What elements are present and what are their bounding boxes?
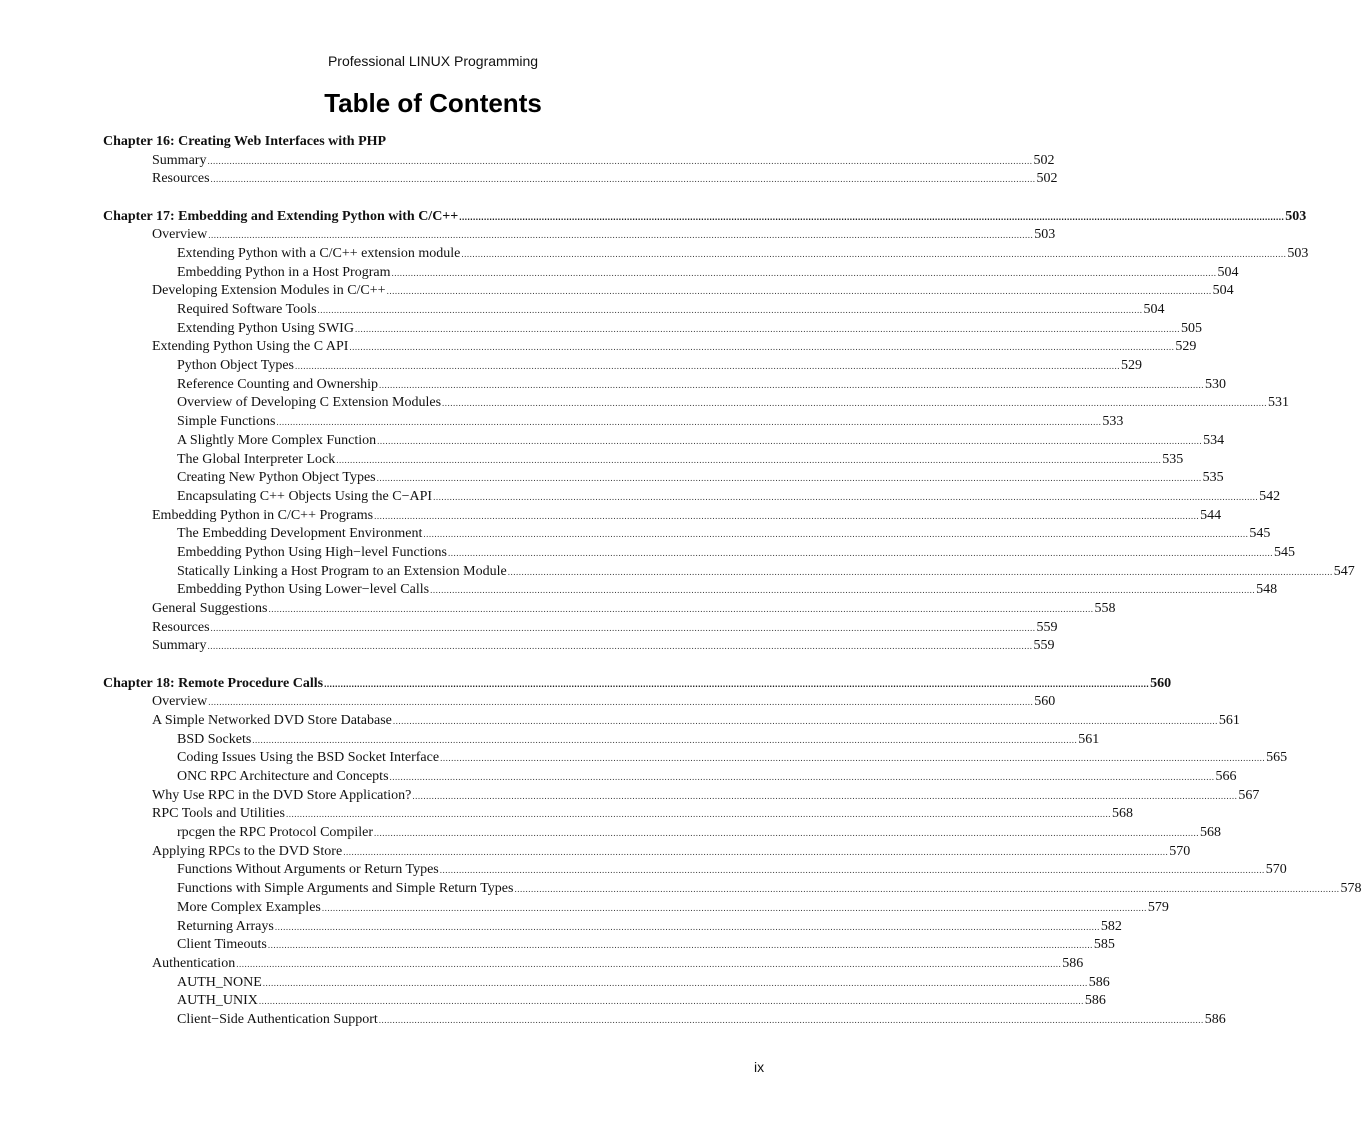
dot-leader: ............................................................................................................................................................................................................................................................................................................: [324, 678, 1150, 689]
toc-entry-label: General Suggestions: [152, 601, 268, 616]
toc-entry[interactable]: [103, 861, 1287, 880]
toc-entry[interactable]: [103, 936, 1115, 955]
toc-entry[interactable]: [103, 451, 1184, 470]
toc-entry-label: RPC Tools and Utilities: [152, 806, 285, 822]
toc-entry[interactable]: [103, 226, 1056, 245]
toc-entry-label: Required Software Tools: [177, 302, 317, 317]
toc-chapter-title: Chapter 18: Remote Procedure Calls: [103, 675, 324, 691]
toc-chapter-heading[interactable]: [103, 133, 763, 152]
toc-entry-label: Embedding Python in C/C++ Programs: [152, 507, 374, 523]
toc-entry-label: Returning Arrays: [177, 918, 274, 934]
toc-entry[interactable]: [103, 619, 1058, 638]
dot-leader: ............................................................................................................................................................................................................................................................................................................: [439, 865, 1265, 876]
toc-entry-label: Embedding Python Using Lower−level Calls: [177, 582, 430, 598]
page-title: Table of Contents: [324, 88, 542, 118]
toc-entry[interactable]: [103, 376, 1226, 395]
toc-page-number: 559: [1036, 619, 1058, 635]
toc-entry[interactable]: [103, 805, 1133, 824]
dot-leader: ............................................................................................................................................................................................................................................................................................................: [321, 902, 1147, 913]
toc-entry[interactable]: [103, 880, 1361, 899]
toc-entry[interactable]: [103, 507, 1222, 526]
toc-entry[interactable]: [103, 992, 1106, 1011]
toc-entry[interactable]: [103, 899, 1169, 918]
toc-entry[interactable]: [103, 768, 1237, 787]
toc-page-number: 503: [1285, 208, 1307, 224]
toc-page-number: 503: [1034, 227, 1056, 243]
table-of-contents: [103, 133, 1361, 1030]
toc-entry[interactable]: [103, 413, 1124, 432]
toc-entry[interactable]: [103, 170, 1058, 189]
toc-page-number: 560: [1150, 675, 1172, 691]
toc-page-number: 505: [1180, 320, 1202, 336]
toc-entry[interactable]: [103, 432, 1225, 451]
toc-entry[interactable]: [103, 693, 1056, 712]
toc-entry-label: More Complex Examples: [177, 899, 321, 915]
toc-page-number: 578: [1340, 881, 1361, 897]
toc-entry-label: AUTH_NONE: [177, 974, 262, 990]
dot-leader: ............................................................................................................................................................................................................................................................................................................: [507, 566, 1333, 577]
toc-entry-label: Developing Extension Modules in C/C++: [152, 283, 386, 299]
toc-page-number: 586: [1088, 974, 1110, 990]
toc-chapter-title: Chapter 17: Embedding and Extending Python with C/C++: [103, 208, 459, 224]
toc-entry[interactable]: [103, 843, 1191, 862]
toc-page-number: 586: [1204, 1011, 1226, 1027]
toc-entry[interactable]: [103, 787, 1260, 806]
toc-entry[interactable]: [103, 955, 1084, 974]
toc-chapter-heading[interactable]: [103, 208, 1307, 227]
toc-page-number: 566: [1215, 769, 1237, 784]
toc-entry-label: A Slightly More Complex Function: [177, 432, 377, 448]
dot-leader: ............................................................................................................................................................................................................................................................................................................: [514, 884, 1340, 895]
dot-leader: ............................................................................................................................................................................................................................................................................................................: [317, 305, 1143, 315]
toc-entry[interactable]: [103, 338, 1197, 357]
toc-entry-label: Overview: [152, 694, 208, 710]
toc-chapter: [103, 675, 1361, 1030]
dot-leader: ............................................................................................................................................................................................................................................................................................................: [207, 155, 1033, 166]
toc-entry[interactable]: [103, 637, 1055, 656]
toc-entry[interactable]: [103, 394, 1290, 413]
toc-entry-label: Functions Without Arguments or Return Types: [177, 862, 439, 878]
toc-entry-label: Summary: [152, 638, 207, 654]
toc-page-number: 531: [1268, 395, 1290, 411]
toc-entry-label: rpcgen the RPC Protocol Compiler: [177, 825, 373, 841]
toc-entry-label: AUTH_UNIX: [177, 993, 258, 1009]
toc-entry-label: Functions with Simple Arguments and Simple Return Types: [177, 881, 514, 897]
toc-page-number: 561: [1218, 712, 1240, 728]
dot-leader: ............................................................................................................................................................................................................................................................................................................: [433, 491, 1259, 502]
dot-leader: ............................................................................................................................................................................................................................................................................................................: [262, 977, 1088, 988]
toc-page-number: 579: [1147, 899, 1169, 915]
toc-entry-label: ONC RPC Architecture and Concepts: [177, 769, 389, 784]
toc-entry-label: Client−Side Authentication Support: [177, 1011, 378, 1027]
toc-page-number: 535: [1202, 470, 1224, 486]
toc-entry-label: Creating New Python Object Types: [177, 470, 376, 486]
toc-entry[interactable]: [103, 245, 1309, 264]
toc-chapter: [103, 208, 1355, 657]
dot-leader: ............................................................................................................................................................................................................................................................................................................: [377, 435, 1203, 446]
toc-page-number: 560: [1034, 694, 1056, 710]
toc-page-number: 503: [1287, 245, 1309, 261]
toc-page-number: 504: [1217, 264, 1239, 280]
toc-entry[interactable]: [103, 525, 1271, 544]
toc-entry[interactable]: [103, 152, 1055, 171]
toc-page-number: 586: [1084, 993, 1106, 1009]
toc-entry[interactable]: [103, 488, 1281, 507]
toc-entry-label: Extending Python Using SWIG: [177, 320, 354, 336]
toc-page-number: 502: [1033, 152, 1055, 168]
toc-entry-label: Extending Python with a C/C++ extension module: [177, 245, 461, 261]
dot-leader: ............................................................................................................................................................................................................................................................................................................: [391, 267, 1217, 278]
toc-page-number: 570: [1169, 843, 1191, 859]
toc-entry[interactable]: [103, 544, 1295, 563]
dot-leader: ............................................................................................................................................................................................................................................................................................................: [373, 828, 1199, 839]
toc-entry-label: Overview: [152, 227, 208, 243]
toc-entry[interactable]: [103, 469, 1224, 488]
dot-leader: ............................................................................................................................................................................................................................................................................................................: [423, 529, 1249, 540]
toc-chapter-title: Chapter 16: Creating Web Interfaces with PHP: [103, 134, 387, 149]
toc-chapter-heading[interactable]: [103, 675, 1172, 694]
toc-entry-label: Applying RPCs to the DVD Store: [152, 843, 343, 859]
toc-page-number: 545: [1249, 526, 1271, 542]
toc-page-number: 559: [1033, 638, 1055, 654]
dot-leader: ............................................................................................................................................................................................................................................................................................................: [386, 286, 1212, 297]
toc-entry-label: Encapsulating C++ Objects Using the C−API: [177, 488, 433, 504]
dot-leader: ............................................................................................................................................................................................................................................................................................................: [459, 211, 1285, 222]
toc-entry-label: The Embedding Development Environment: [177, 526, 423, 542]
toc-entry-label: Simple Functions: [177, 414, 276, 430]
toc-page-number: 529: [1175, 339, 1197, 355]
dot-leader: ............................................................................................................................................................................................................................................................................................................: [268, 604, 1094, 614]
toc-entry-label: Extending Python Using the C API: [152, 339, 349, 355]
toc-entry-label: Resources: [152, 619, 210, 635]
toc-page-number: 561: [1078, 731, 1100, 747]
toc-page-number: 548: [1256, 582, 1278, 598]
toc-entry-label: Embedding Python Using High−level Functions: [177, 544, 447, 560]
toc-entry[interactable]: [103, 749, 1288, 768]
toc-page-number: 534: [1203, 432, 1225, 448]
toc-entry[interactable]: [103, 282, 1234, 301]
toc-page-number: 544: [1200, 507, 1222, 523]
toc-page-number: 586: [1062, 955, 1084, 971]
dot-leader: ............................................................................................................................................................................................................................................................................................................: [412, 790, 1238, 801]
toc-entry[interactable]: [103, 712, 1240, 731]
dot-leader: ............................................................................................................................................................................................................................................................................................................: [274, 921, 1100, 932]
page-number: ix: [754, 1059, 765, 1075]
toc-entry-label: Python Object Types: [177, 358, 294, 374]
toc-page-number: 504: [1212, 283, 1234, 299]
dot-leader: ............................................................................................................................................................................................................................................................................................................: [285, 809, 1111, 820]
dot-leader: ............................................................................................................................................................................................................................................................................................................: [374, 510, 1200, 521]
dot-leader: ............................................................................................................................................................................................................................................................................................................: [343, 846, 1169, 857]
dot-leader: ............................................................................................................................................................................................................................................................................................................: [389, 772, 1215, 782]
toc-page-number: 565: [1266, 750, 1288, 766]
toc-page-number: 529: [1120, 358, 1142, 374]
toc-entry[interactable]: [103, 320, 1202, 339]
toc-entry-label: A Simple Networked DVD Store Database: [152, 712, 392, 728]
toc-entry[interactable]: [103, 563, 1355, 582]
dot-leader: ............................................................................................................................................................................................................................................................................................................: [252, 734, 1078, 745]
toc-page-number: 568: [1111, 806, 1133, 822]
toc-entry[interactable]: [103, 357, 1142, 376]
dot-leader: ............................................................................................................................................................................................................................................................................................................: [354, 323, 1180, 334]
toc-entry-label: Client Timeouts: [177, 937, 267, 953]
toc-page-number: 570: [1265, 862, 1287, 878]
toc-page-number: 567: [1238, 787, 1260, 803]
toc-chapter: [103, 133, 1058, 189]
toc-entry[interactable]: [103, 731, 1100, 750]
dot-leader: ............................................................................................................................................................................................................................................................................................................: [267, 940, 1093, 951]
toc-entry-label: Resources: [152, 171, 210, 187]
dot-leader: ............................................................................................................................................................................................................................................................................................................: [430, 585, 1256, 596]
toc-page-number: 542: [1259, 488, 1281, 504]
dot-leader: ............................................................................................................................................................................................................................................................................................................: [379, 379, 1204, 390]
dot-leader: ............................................................................................................................................................................................................................................................................................................: [448, 547, 1273, 558]
dot-leader: ............................................................................................................................................................................................................................................................................................................: [208, 697, 1034, 708]
toc-entry-label: Why Use RPC in the DVD Store Application?: [152, 787, 412, 803]
toc-page-number: 568: [1199, 825, 1221, 841]
dot-leader: ............................................................................................................................................................................................................................................................................................................: [208, 230, 1034, 241]
toc-entry-label: Coding Issues Using the BSD Socket Interface: [177, 750, 440, 766]
toc-page-number: 547: [1333, 563, 1355, 579]
toc-entry-label: Overview of Developing C Extension Modules: [177, 395, 442, 411]
toc-page-number: 533: [1102, 414, 1124, 430]
toc-entry-label: The Global Interpreter Lock: [177, 451, 336, 467]
toc-entry[interactable]: [103, 974, 1110, 993]
toc-entry[interactable]: [103, 581, 1278, 600]
running-head: Professional LINUX Programming: [327, 53, 539, 69]
toc-entry-label: Summary: [152, 152, 207, 168]
dot-leader: ............................................................................................................................................................................................................................................................................................................: [210, 622, 1036, 633]
toc-page-number: 504: [1143, 302, 1165, 317]
toc-page-number: 530: [1205, 376, 1226, 392]
dot-leader: ............................................................................................................................................................................................................................................................................................................: [336, 454, 1162, 465]
toc-entry-label: Authentication: [152, 955, 236, 971]
dot-leader: ............................................................................................................................................................................................................................................................................................................: [294, 361, 1120, 372]
toc-page-number: 502: [1036, 171, 1058, 187]
toc-page-number: 582: [1100, 918, 1122, 934]
toc-entry-label: Reference Counting and Ownership: [177, 376, 378, 392]
dot-leader: ............................................................................................................................................................................................................................................................................................................: [276, 417, 1102, 428]
toc-entry[interactable]: [103, 600, 1116, 619]
toc-entry-label: Embedding Python in a Host Program: [177, 264, 391, 280]
toc-entry-label: BSD Sockets: [177, 731, 252, 747]
dot-leader: ............................................................................................................................................................................................................................................................................................................: [442, 398, 1268, 409]
dot-leader: ............................................................................................................................................................................................................................................................................................................: [207, 641, 1033, 652]
dot-leader: ............................................................................................................................................................................................................................................................................................................: [392, 715, 1218, 726]
toc-entry-label: Statically Linking a Host Program to an Extension Module: [177, 563, 507, 579]
toc-entry[interactable]: [103, 264, 1239, 283]
toc-entry[interactable]: [103, 824, 1221, 843]
toc-entry[interactable]: [103, 1011, 1226, 1030]
dot-leader: ............................................................................................................................................................................................................................................................................................................: [236, 958, 1062, 969]
dot-leader: ............................................................................................................................................................................................................................................................................................................: [349, 342, 1175, 353]
dot-leader: ............................................................................................................................................................................................................................................................................................................: [461, 248, 1287, 259]
dot-leader: ............................................................................................................................................................................................................................................................................................................: [378, 1014, 1204, 1025]
toc-page-number: 545: [1274, 544, 1295, 560]
dot-leader: ............................................................................................................................................................................................................................................................................................................: [376, 473, 1202, 484]
toc-page-number: 585: [1093, 937, 1115, 953]
toc-page-number: 535: [1162, 451, 1184, 467]
dot-leader: ............................................................................................................................................................................................................................................................................................................: [210, 174, 1036, 185]
dot-leader: ............................................................................................................................................................................................................................................................................................................: [440, 753, 1266, 764]
toc-entry[interactable]: [103, 301, 1165, 320]
toc-entry[interactable]: [103, 918, 1122, 937]
toc-page-number: 558: [1094, 601, 1116, 616]
dot-leader: ............................................................................................................................................................................................................................................................................................................: [258, 996, 1084, 1007]
